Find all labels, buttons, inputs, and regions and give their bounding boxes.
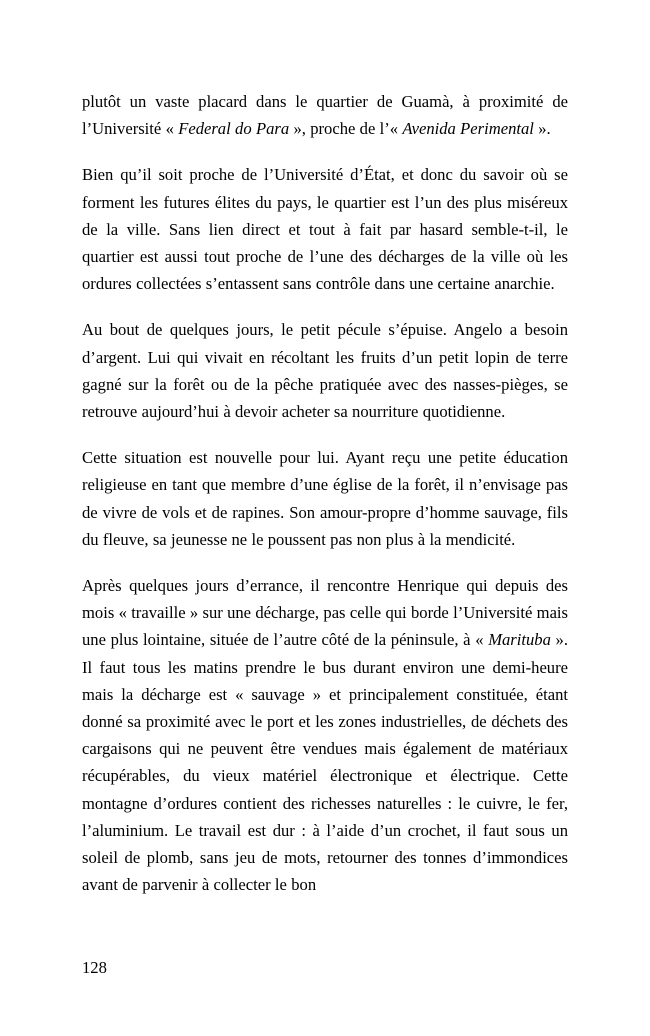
page-number: 128 [82, 958, 107, 977]
italic-run: Marituba [488, 630, 551, 650]
italic-run: Avenida Perimental [402, 119, 534, 139]
paragraph-3: Au bout de quelques jours, le petit pécule s’épuise. Angelo a besoin d’argent. Lui qui vivait en récoltant les fruits d’un petit lopin de terre gagné sur la forêt ou de la pêche pratiquée avec des nasses-pièges, se retrouve aujourd’hui à devoir acheter sa nourriture quotidienne. [82, 320, 568, 422]
paragraph-2: Bien qu’il soit proche de l’Université d’État, et donc du savoir où se forment les futures élites du pays, le quartier est l’un des plus miséreux de la ville. Sans lien direct et tout à fait par hasard semble-t-il, le quartier est aussi tout proche de l’une des décharges de la ville où les ordures collectées s’entassent sans contrôle dans une certaine anarchie. [82, 165, 568, 294]
paragraph-4: Cette situation est nouvelle pour lui. Ayant reçu une petite éducation religieuse en tant que membre d’une église de la forêt, il n’envisage pas de vivre de vols et de rapines. Son amour-propre d’homme sauvage, fils du fleuve, sa jeunesse ne le poussent pas non plus à la mendicité. [82, 448, 568, 549]
paragraph-1: plutôt un vaste placard dans le quartier de Guamà, à proximité de l’Université « Federal do Para », proche de l’« Avenida Perimental ». [82, 92, 568, 139]
paragraph-5: Après quelques jours d’errance, il rencontre Henrique qui depuis des mois « travaille » sur une décharge, pas celle qui borde l’Université mais une plus lointaine, située de l’autre côté de la péninsule, à « Marituba ». Il faut tous les matins prendre le bus durant environ une demi-heure mais la décharge est « sauvage » et principalement constituée, étant donné sa proximité avec le port et les zones industrielles, de déchets des cargaisons qui ne peuvent être vendues mais également de matériaux récupérables, du vieux matériel électronique et électrique. Cette montagne d’ordures contient des richesses naturelles : le cuivre, le fer, l’aluminium. Le travail est dur : à l’aide d’un crochet, il faut sous un soleil de plomb, sans jeu de mots, retourner des tonnes d’immondices avant de parvenir à collecter le bon [82, 576, 569, 895]
italic-run: Federal do Para [178, 119, 290, 139]
body-text [82, 88, 568, 898]
